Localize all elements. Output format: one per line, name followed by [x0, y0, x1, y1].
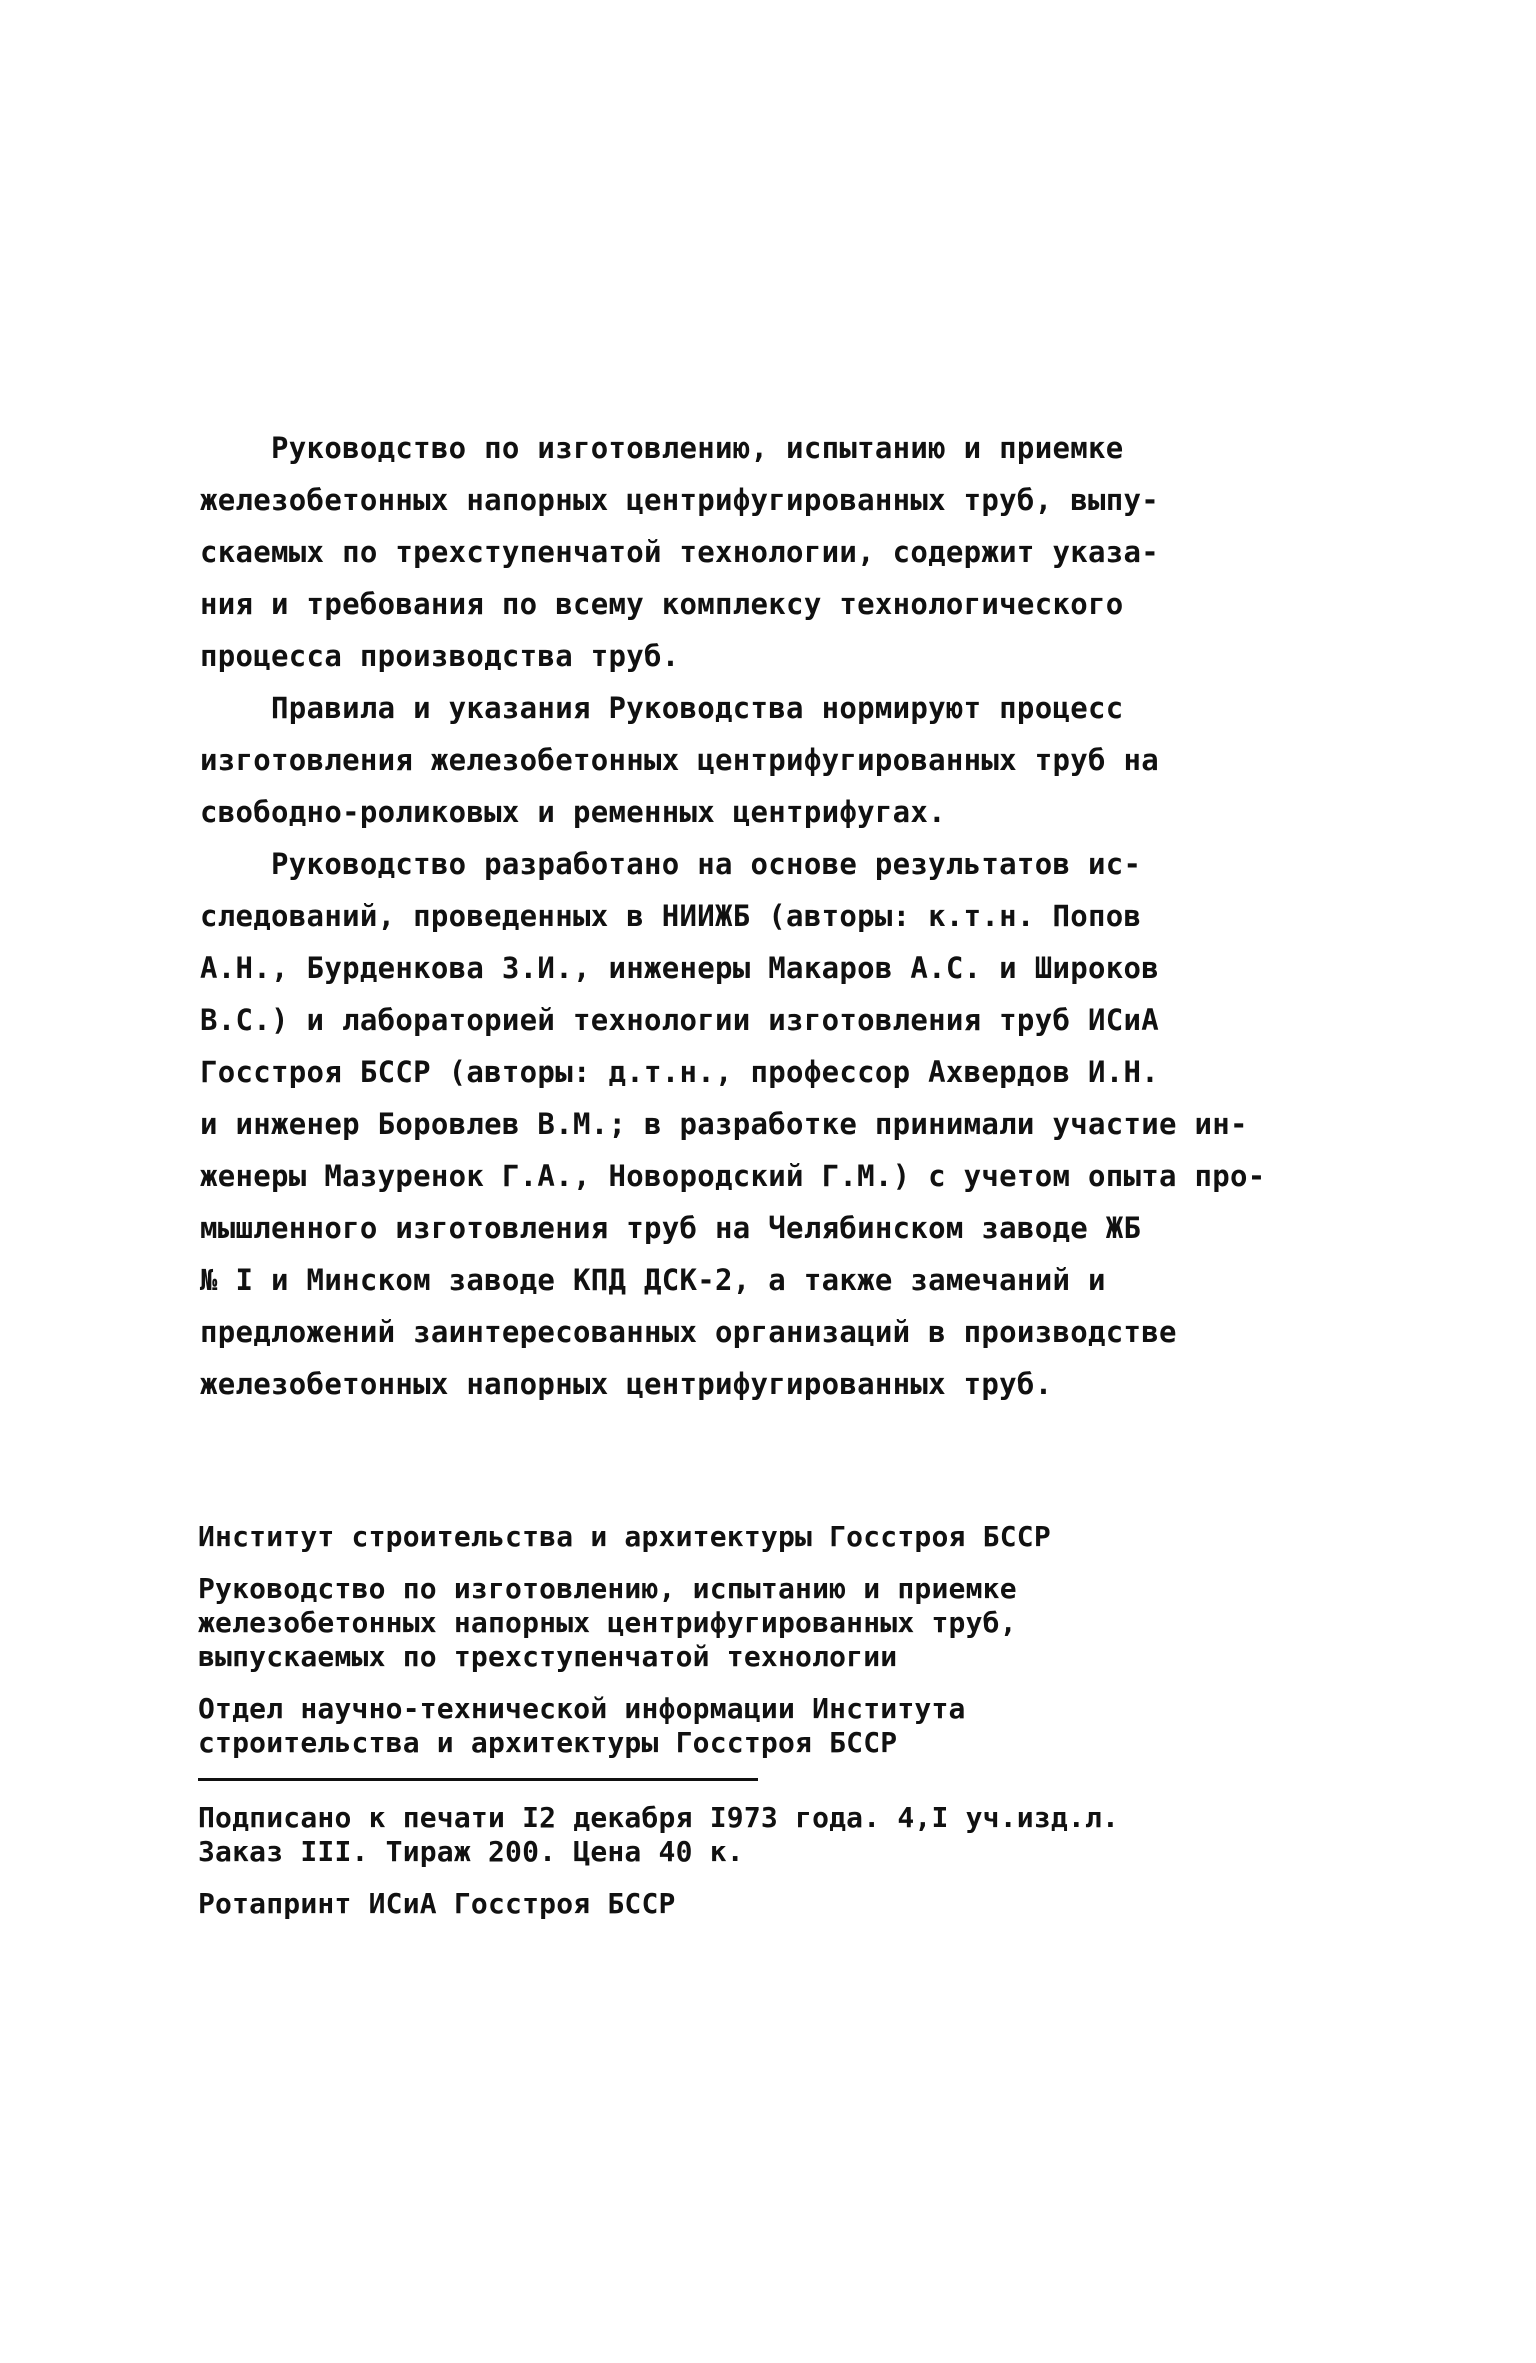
imprint-line: Руководство по изготовлению, испытанию и приемке [198, 1572, 1017, 1605]
imprint-line: Отдел научно-технической информации Института [198, 1692, 966, 1725]
institute-name [198, 1520, 1328, 1554]
imprint-line: Заказ III. Тираж 200. Цена 40 к. [198, 1835, 744, 1868]
text-line: мышленного изготовления труб на Челябинском заводе ЖБ [200, 1211, 1142, 1245]
publication-title [198, 1572, 1328, 1674]
annotation-paragraph-1 [200, 422, 1325, 682]
text-line: процесса производства труб. [200, 639, 680, 673]
text-line: следований, проведенных в НИИЖБ (авторы: к.т.н. Попов [200, 899, 1142, 933]
annotation-paragraph-3 [200, 838, 1325, 1410]
text-line: скаемых по трехступенчатой технологии, содержит указа- [200, 535, 1160, 569]
annotation-paragraph-2 [200, 682, 1325, 838]
annotation-text [200, 422, 1325, 1410]
text-line: железобетонных напорных центрифугированных труб, выпу- [200, 483, 1160, 517]
separator-rule [198, 1778, 758, 1781]
imprint-line: выпускаемых по трехступенчатой технологии [198, 1640, 898, 1673]
text-line: ния и требования по всему комплексу технологического [200, 587, 1124, 621]
text-line: Руководство по изготовлению, испытанию и приемке [200, 431, 1124, 465]
text-line: женеры Мазуренок Г.А., Новородский Г.М.) с учетом опыта про- [200, 1159, 1266, 1193]
text-line: В.С.) и лабораторией технологии изготовления труб ИСиА [200, 1003, 1160, 1037]
text-line: А.Н., Бурденкова З.И., инженеры Макаров А.С. и Широков [200, 951, 1160, 985]
printer-name [198, 1887, 1328, 1921]
print-details [198, 1801, 1328, 1869]
text-line: и инженер Боровлев В.М.; в разработке принимали участие ин- [200, 1107, 1248, 1141]
text-line: предложений заинтересованных организаций в производстве [200, 1315, 1177, 1349]
text-line: изготовления железобетонных центрифугированных труб на [200, 743, 1160, 777]
imprint-line: Институт строительства и архитектуры Госстроя БССР [198, 1520, 1051, 1553]
imprint-block [198, 1520, 1328, 1939]
text-line: Госстроя БССР (авторы: д.т.н., профессор Ахвердов И.Н. [200, 1055, 1160, 1089]
text-line: свободно-роликовых и ременных центрифугах. [200, 795, 946, 829]
text-line: № I и Минском заводе КПД ДСК-2, а также замечаний и [200, 1263, 1106, 1297]
imprint-line: железобетонных напорных центрифугированных труб, [198, 1606, 1017, 1639]
text-line: Руководство разработано на основе результатов ис- [200, 847, 1142, 881]
imprint-line: строительства и архитектуры Госстроя БССР [198, 1726, 898, 1759]
text-line: железобетонных напорных центрифугированных труб. [200, 1367, 1053, 1401]
imprint-line: Ротапринт ИСиА Госстроя БССР [198, 1887, 676, 1920]
text-line: Правила и указания Руководства нормируют процесс [200, 691, 1124, 725]
imprint-line: Подписано к печати I2 декабря I973 года. 4,I уч.изд.л. [198, 1801, 1120, 1834]
publisher-department [198, 1692, 1328, 1760]
